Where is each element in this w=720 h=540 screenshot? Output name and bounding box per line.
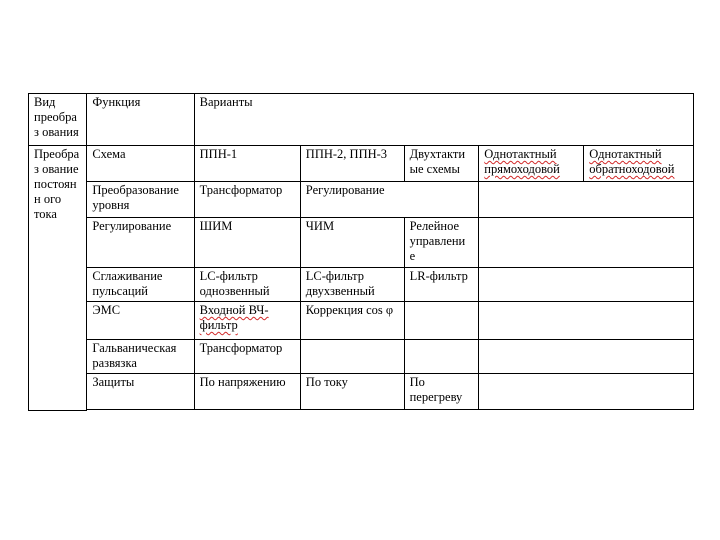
table-row xyxy=(29,302,694,340)
variant-text: Коррекция cos φ xyxy=(305,303,394,317)
function-cell: Защиты xyxy=(87,374,194,410)
variant-cell xyxy=(300,302,404,340)
table-row xyxy=(29,268,694,302)
table-header-row xyxy=(29,94,694,146)
function-cell: Сглаживание пульсаций xyxy=(87,268,194,302)
type-cell: Преобраз ование постоянн ого тока xyxy=(29,146,87,411)
table-row xyxy=(29,218,694,268)
empty-cell xyxy=(479,302,694,340)
table-row xyxy=(29,374,694,410)
function-cell: Схема xyxy=(87,146,194,182)
function-cell: Гальваническая развязка xyxy=(87,340,194,374)
variant-cell: По напряжению xyxy=(194,374,300,410)
table-spacer xyxy=(87,410,694,411)
variant-cell: По току xyxy=(300,374,404,410)
variant-text: Входной ВЧ- фильтр xyxy=(199,303,269,332)
variant-cell: ППН-2, ППН-3 xyxy=(300,146,404,182)
empty-cell xyxy=(404,340,479,374)
variant-cell: ППН-1 xyxy=(194,146,300,182)
variant-cell: ШИМ xyxy=(194,218,300,268)
variant-cell: Релейное управлени е xyxy=(404,218,479,268)
variant-cell xyxy=(194,302,300,340)
empty-cell xyxy=(479,218,694,268)
empty-cell xyxy=(300,340,404,374)
function-cell: Регулирование xyxy=(87,218,194,268)
variant-cell xyxy=(479,146,584,182)
empty-cell xyxy=(479,268,694,302)
header-type-cell: Вид преобраз ования xyxy=(29,94,87,146)
variant-cell: Трансформатор xyxy=(194,340,300,374)
variant-cell: По перегреву xyxy=(404,374,479,410)
variant-cell: ЧИМ xyxy=(300,218,404,268)
variant-cell: LC-фильтр двухзвенный xyxy=(300,268,404,302)
variant-cell: Трансформатор xyxy=(194,182,300,218)
variant-cell xyxy=(584,146,694,182)
empty-cell xyxy=(479,182,694,218)
header-variants-cell: Варианты xyxy=(194,94,693,146)
table-row xyxy=(29,182,694,218)
table-row xyxy=(29,340,694,374)
header-function-cell: Функция xyxy=(87,94,194,146)
empty-cell xyxy=(479,374,694,410)
variant-cell: Регулирование xyxy=(300,182,478,218)
table-row xyxy=(29,146,694,182)
variant-text: Однотактный прямоходовой xyxy=(484,147,560,176)
function-cell: ЭМС xyxy=(87,302,194,340)
variant-cell: LC-фильтр однозвенный xyxy=(194,268,300,302)
variant-cell: LR-фильтр xyxy=(404,268,479,302)
variant-text: Однотактный обратноходовой xyxy=(589,147,675,176)
empty-cell xyxy=(479,340,694,374)
conversion-table xyxy=(28,93,694,411)
variant-cell: Двухтакти ые схемы xyxy=(404,146,479,182)
function-cell: Преобразование уровня xyxy=(87,182,194,218)
empty-cell xyxy=(404,302,479,340)
